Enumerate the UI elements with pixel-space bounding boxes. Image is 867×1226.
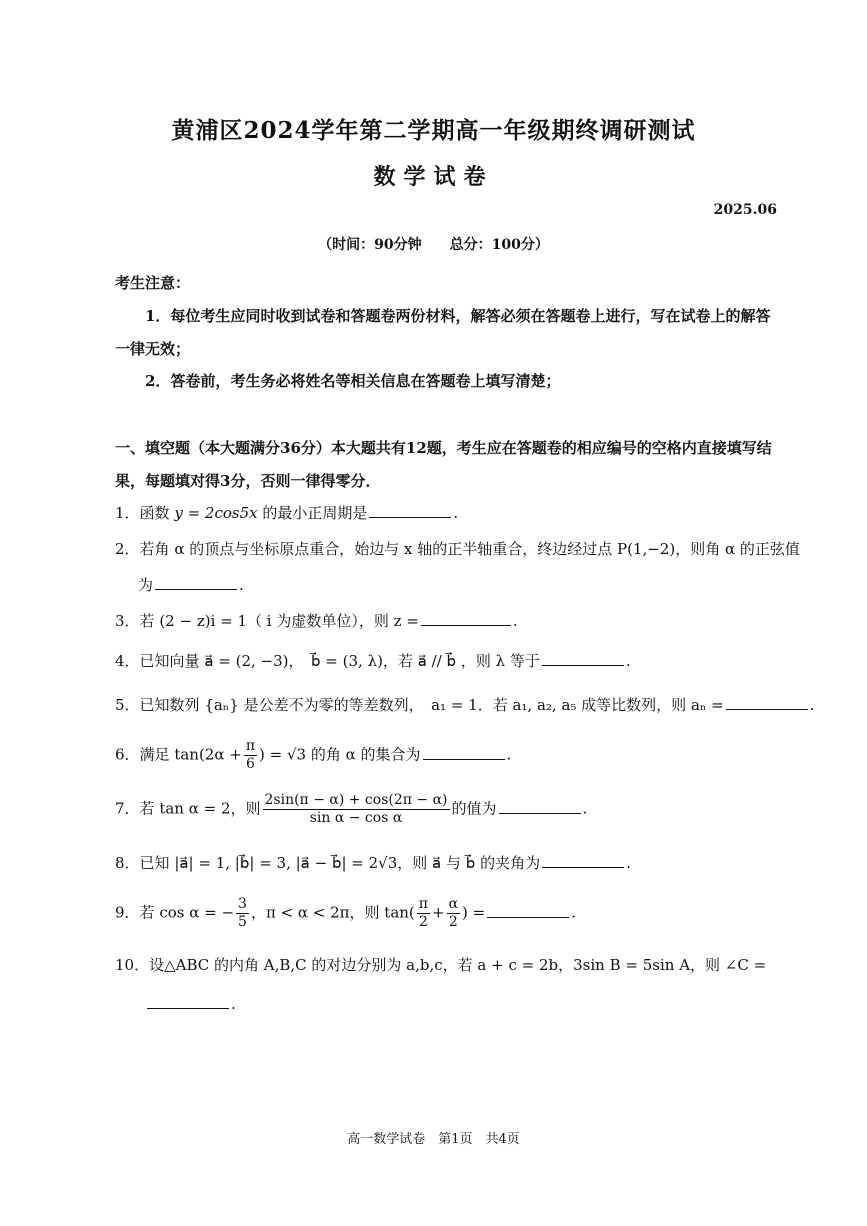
period: . xyxy=(239,576,244,594)
time-info: （时间：90分钟 总分：100分） xyxy=(318,237,549,253)
fraction xyxy=(263,792,450,827)
question-number: 8． xyxy=(115,854,140,872)
question-text: 为 xyxy=(138,576,154,594)
question-number: 4． xyxy=(115,652,140,670)
period: . xyxy=(582,799,588,818)
question-number: 1． xyxy=(115,504,140,522)
notice-item-1: 1．每位考生应同时收到试卷和答题卷两份材料，解答必须在答题卷上进行，写在试卷上的解答一律无效； xyxy=(115,307,771,358)
period: . xyxy=(512,612,518,630)
fraction-numerator: 3 xyxy=(238,896,247,912)
notice-heading: 考生注意： xyxy=(115,274,191,292)
question-text: ) = √3 的角 α 的集合为 xyxy=(259,745,421,764)
fraction-denominator: 2 xyxy=(448,914,458,930)
fraction xyxy=(447,896,460,931)
question-3 xyxy=(115,610,518,631)
answer-blank xyxy=(499,799,581,814)
plus-sign: + xyxy=(432,903,445,922)
fraction-denominator: 5 xyxy=(238,914,247,930)
answer-blank xyxy=(487,903,569,918)
exam-title: 黄浦区2024学年第二学期高一年级期终调研测试 xyxy=(171,117,696,144)
answer-blank xyxy=(542,853,624,868)
question-text: ，π < α < 2π，则 tan( xyxy=(250,903,415,922)
question-text: 设△ABC 的内角 A,B,C 的对边分别为 a,b,c，若 a + c = 2b，3sin B = 5sin A，则 ∠C = xyxy=(149,956,767,974)
question-4 xyxy=(115,650,631,671)
question-text: ) = xyxy=(462,903,486,922)
period: . xyxy=(231,995,236,1013)
fraction xyxy=(236,896,249,931)
fraction-denominator: 2 xyxy=(418,914,428,930)
exam-date: 2025.06 xyxy=(713,202,777,218)
question-text: 的值为 xyxy=(451,799,497,818)
fraction-denominator: sin α − cos α xyxy=(309,810,403,826)
page-footer: 高一数学试卷 第1页 共4页 xyxy=(347,1132,520,1147)
question-text: 的最小正周期是 xyxy=(257,504,368,522)
question-number: 10． xyxy=(115,956,150,974)
question-text: 已知向量 a⃗ = (2, −3)， b⃗ = (3, λ)，若 a⃗ // b⃗ ，则 λ 等于 xyxy=(139,652,540,670)
notice-item-2: 2．答卷前，考生务必将姓名等相关信息在答题卷上填写清楚； xyxy=(145,372,561,390)
period: . xyxy=(453,504,459,522)
question-6 xyxy=(115,738,511,773)
answer-blank xyxy=(421,611,511,626)
question-9 xyxy=(115,896,576,931)
question-1 xyxy=(115,502,458,523)
answer-blank xyxy=(542,651,624,666)
question-2-continued xyxy=(138,574,244,595)
question-10-continued xyxy=(145,994,236,1013)
answer-blank xyxy=(423,745,505,760)
question-7 xyxy=(115,792,587,827)
fraction-numerator: 2sin(π − α) + cos(2π − α) xyxy=(264,792,448,808)
question-number: 3． xyxy=(115,612,140,630)
period: . xyxy=(809,696,815,714)
fraction-numerator: π xyxy=(245,738,256,754)
question-number: 9． xyxy=(115,903,140,922)
period: . xyxy=(625,652,631,670)
question-8 xyxy=(115,852,631,873)
question-text: 已知 |a⃗| = 1, |b⃗| = 3, |a⃗ − b⃗| = 2√3，则 a⃗ 与 b⃗ 的夹角为 xyxy=(139,854,541,872)
period: . xyxy=(571,903,577,922)
question-text: 若 cos α = − xyxy=(139,903,235,922)
question-2 xyxy=(115,538,800,559)
question-text: 满足 tan(2α + xyxy=(139,745,242,764)
answer-blank xyxy=(155,575,237,590)
question-text: 已知数列 {aₙ} 是公差不为零的等差数列， a₁ = 1．若 a₁, a₂, a₅ 成等比数列，则 aₙ = xyxy=(139,696,724,714)
exam-subtitle: 数学试卷 xyxy=(373,164,494,190)
question-5 xyxy=(115,694,815,715)
period: . xyxy=(506,745,512,764)
fraction xyxy=(244,738,257,773)
fraction xyxy=(417,896,430,931)
answer-blank xyxy=(147,994,229,1009)
question-text: 若角 α 的顶点与坐标原点重合，始边与 x 轴的正半轴重合，终边经过点 P(1,−2)，则角 α 的正弦值 xyxy=(139,540,800,558)
period: . xyxy=(626,854,631,872)
answer-blank xyxy=(369,503,451,518)
answer-blank xyxy=(726,695,808,710)
question-number: 5． xyxy=(115,696,140,714)
section-1-instructions: 一、填空题（本大题满分36分）本大题共有12题，考生应在答题卷的相应编号的空格内直接填写结果，每题填对得3分，否则一律得零分． xyxy=(115,439,772,490)
fraction-denominator: 6 xyxy=(245,756,255,772)
question-10 xyxy=(115,954,766,975)
fraction-numerator: π xyxy=(418,896,428,912)
question-text: 若 tan α = 2，则 xyxy=(139,799,261,818)
question-text: 函数 xyxy=(139,504,175,522)
question-number: 6． xyxy=(115,745,140,764)
math-expression: y = 2cos5x xyxy=(174,504,258,522)
question-number: 7． xyxy=(115,799,140,818)
question-text: 若 (2 − z)i = 1（ i 为虚数单位），则 z = xyxy=(139,612,419,630)
question-number: 2． xyxy=(115,540,140,558)
fraction-numerator: α xyxy=(448,896,459,912)
